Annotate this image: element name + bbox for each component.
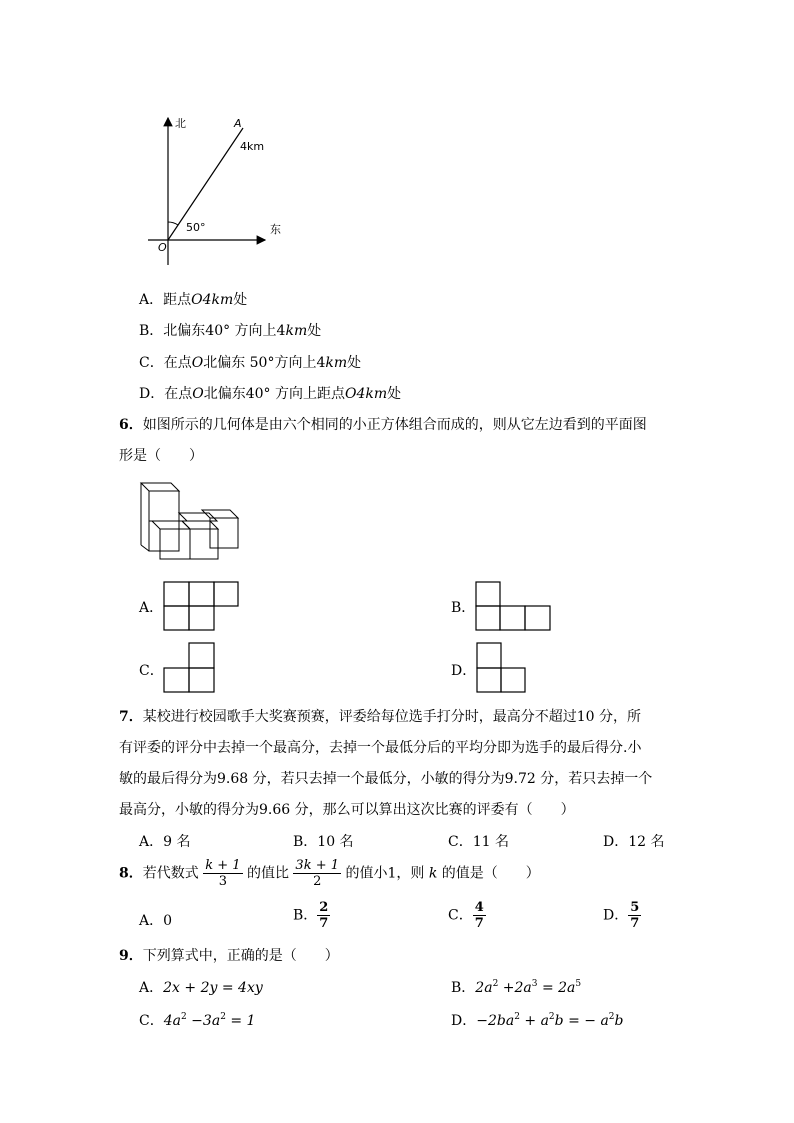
q5-option-a: A．距点O4km处 <box>139 292 248 308</box>
q9-option-b: B．$2a^2 +2a^3 = 2a^5$ <box>451 979 582 996</box>
q8-option-d: D． $\frac{5}{7}$ <box>603 900 640 931</box>
q5-option-b: B．北偏东40° 方向上4km处 <box>139 323 322 339</box>
q9-expr-c: $4a^2 -3a^2 = 1$ <box>163 1012 256 1029</box>
point-a-label: A <box>234 117 242 130</box>
q9-option-a: A．2x + 2y = 4xy <box>139 980 263 996</box>
q8-stem: 8．若代数式 $\frac{k + 1}{3}$ 的值比 $\frac{3k + 1}{2}$ 的值小1，则 k 的值是（ ） <box>119 858 540 889</box>
east-label: 东 <box>270 223 281 236</box>
q8-option-c: C． $\frac{4}{7}$ <box>448 900 484 931</box>
q7-option-d: D．12 名 <box>603 834 665 850</box>
q9-expr-b: $2a^2 +2a^3 = 2a^5$ <box>475 979 582 996</box>
q6-option-b-label: B． <box>451 600 476 616</box>
q6-stem-line2: 形是（ ） <box>119 448 203 464</box>
q9-option-c: C．$4a^2 -3a^2 = 1$ <box>139 1012 256 1029</box>
q6-stem-line1: 6．如图所示的几何体是由六个相同的小正方体组合而成的，则从它左边看到的平面图 <box>119 417 647 433</box>
distance-label: 4km <box>240 140 265 153</box>
north-label: 北 <box>175 117 186 130</box>
q7-stem-line3: 敏的最后得分为9.68 分，若只去掉一个最低分，小敏的得分为9.72 分，若只去掉一个 <box>119 771 653 787</box>
q6-option-c-label: C． <box>139 663 164 679</box>
q7-stem-line4: 最高分，小敏的得分为9.66 分，那么可以算出这次比赛的评委有（ ） <box>119 802 575 818</box>
q9-expr-d: $-2ba^2 + a^2b$ = − $a^2b$ <box>476 1012 624 1029</box>
q8-fraction-2: $\frac{3k + 1}{2}$ <box>295 858 339 889</box>
q8-option-a: A．0 <box>139 913 173 929</box>
angle-label: 50° <box>186 221 206 234</box>
q5-option-c: C．在点O北偏东 50°方向上4km处 <box>139 355 362 371</box>
q5-option-d: D．在点O北偏东40° 方向上距点O4km处 <box>139 386 402 402</box>
q7-option-c: C．11 名 <box>448 834 509 850</box>
q7-stem-line1: 7．某校进行校园歌手大奖赛预赛，评委给每位选手打分时，最高分不超过10 分，所 <box>119 709 642 725</box>
q8-fraction-1: $\frac{k + 1}{3}$ <box>205 858 241 889</box>
q9-expr-a: 2x + 2y = 4xy <box>163 980 263 996</box>
q9-option-d: D．$-2ba^2 + a^2b$ = − $a^2b$ <box>451 1012 624 1029</box>
q7-option-a: A．9 名 <box>139 834 191 850</box>
q9-stem: 9．下列算式中，正确的是（ ） <box>119 948 339 964</box>
q6-option-a-label: A． <box>139 600 164 616</box>
origin-label: O <box>158 241 167 254</box>
q7-option-b: B．10 名 <box>293 834 354 850</box>
q8-option-b: B． $\frac{2}{7}$ <box>293 900 329 931</box>
q7-stem-line2: 有评委的评分中去掉一个最高分，去掉一个最低分后的平均分即为选手的最后得分.小 <box>119 740 642 756</box>
q6-option-d-label: D． <box>451 663 477 679</box>
